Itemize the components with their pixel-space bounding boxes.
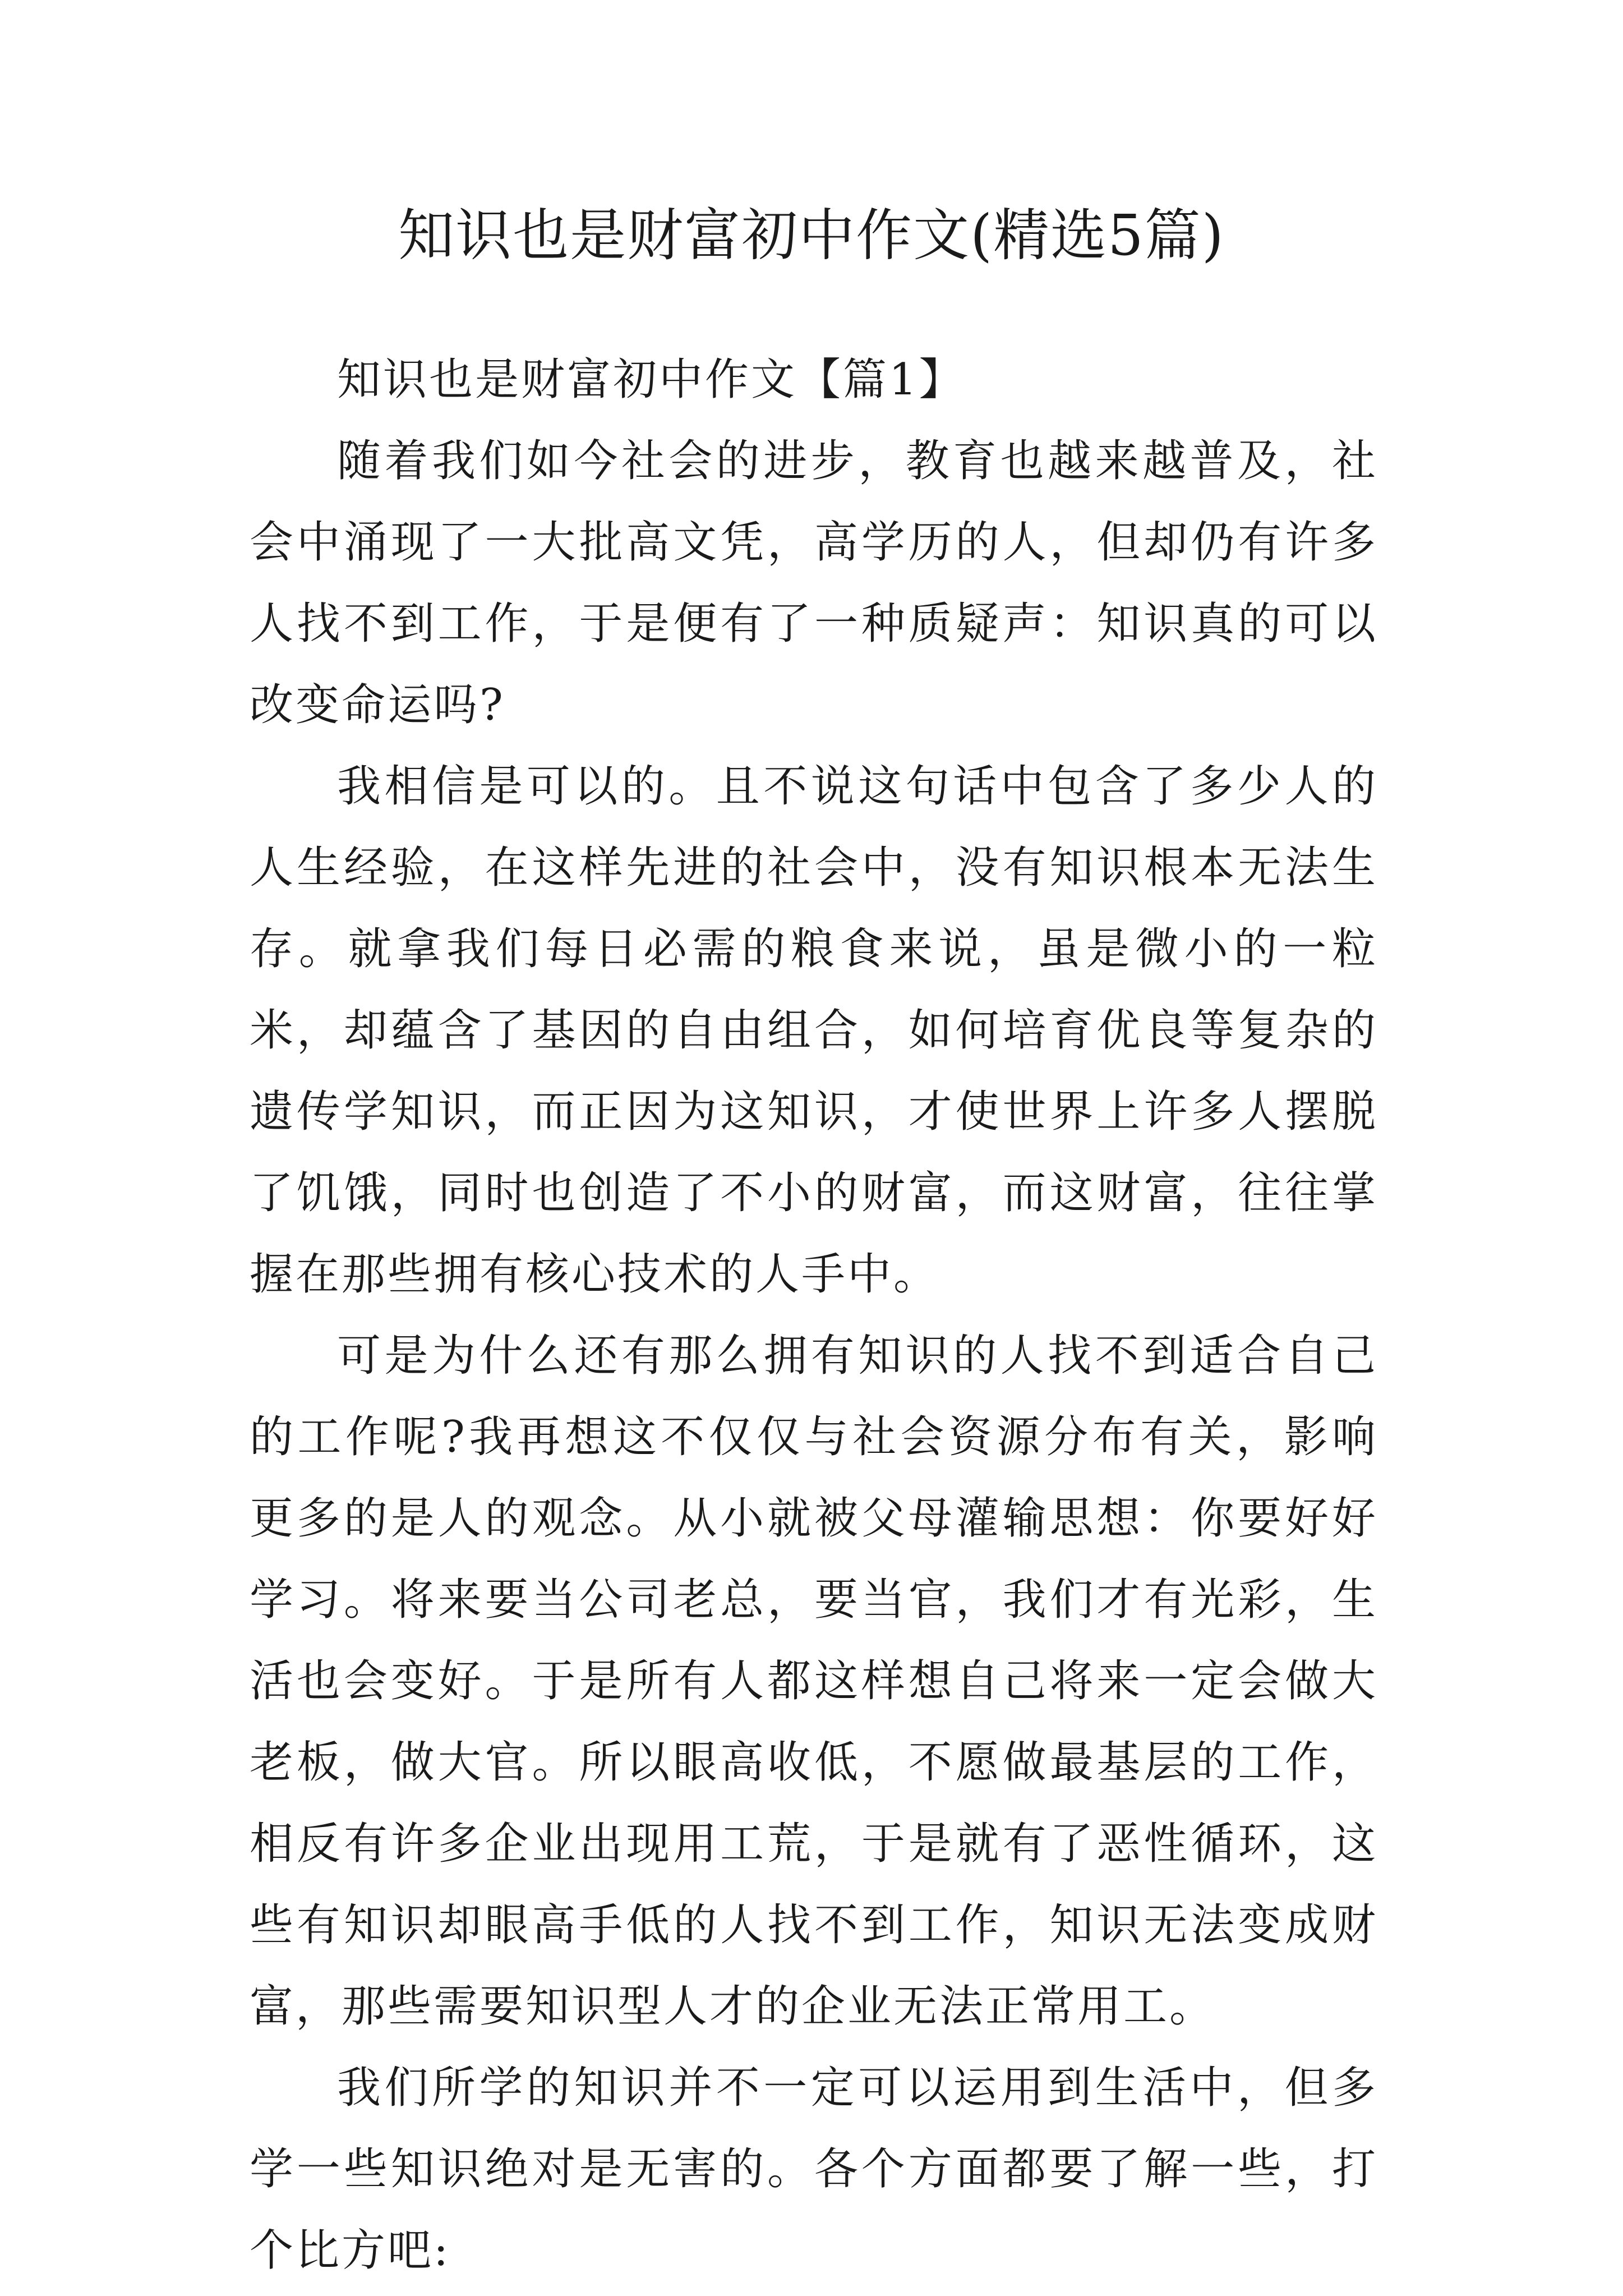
document-body	[250, 339, 1378, 2292]
paragraph: 我相信是可以的。且不说这句话中包含了多少人的人生经验，在这样先进的社会中，没有知识根本无法生存。就拿我们每日必需的粮食来说，虽是微小的一粒米，却蕴含了基因的自由组合，如何培育优良等复杂的遗传学知识，而正因为这知识，才使世界上许多人摆脱了饥饿，同时也创造了不小的财富，而这财富，往往掌握在那些拥有核心技术的人手中。	[250, 761, 1378, 1300]
document-title: 知识也是财富初中作文(精选5篇)	[398, 203, 1225, 268]
paragraph: 随着我们如今社会的进步，教育也越来越普及，社会中涌现了一大批高文凭，高学历的人，但却仍有许多人找不到工作，于是便有了一种质疑声：知识真的可以改变命运吗?	[250, 436, 1378, 730]
section-heading: 知识也是财富初中作文【篇1】	[337, 355, 965, 405]
paragraph: 可是为什么还有那么拥有知识的人找不到适合自己的工作呢?我再想这不仅仅与社会资源分布有关，影响更多的是人的观念。从小就被父母灌输思想：你要好好学习。将来要当公司老总，要当官，我们才有光彩，生活也会变好。于是所有人都这样想自己将来一定会做大老板，做大官。所以眼高收低，不愿做最基层的工作，相反有许多企业出现用工荒，于是就有了恶性循环，这些有知识却眼高手低的人找不到工作，知识无法变成财富，那些需要知识型人才的企业无法正常用工。	[250, 1331, 1378, 2032]
paragraph: 我们所学的知识并不一定可以运用到生活中，但多学一些知识绝对是无害的。各个方面都要了解一些，打个比方吧:	[250, 2063, 1378, 2276]
